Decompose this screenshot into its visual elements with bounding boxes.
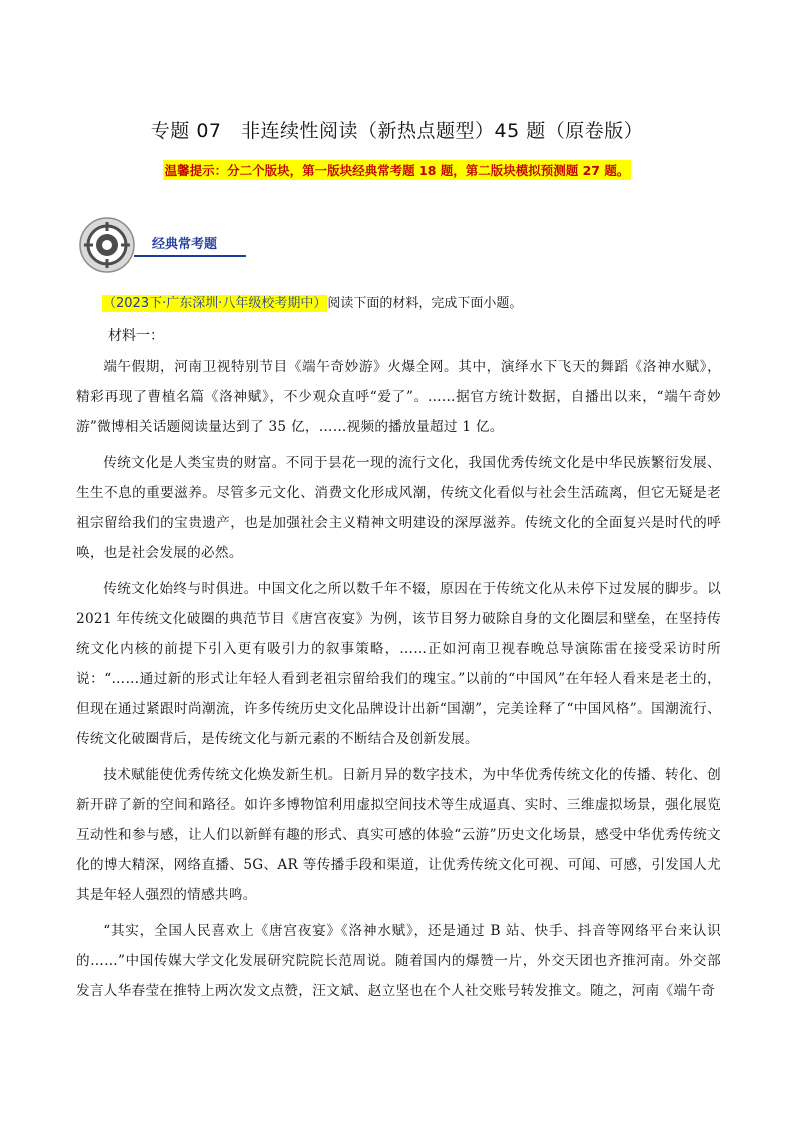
question-source-line <box>102 292 522 311</box>
paragraph: “其实，全国人民喜欢上《唐宫夜宴》《洛神水赋》，还是通过 B 站、快手、抖音等网络平台来认识的……”中国传媒大学文化发展研究院院长范周说。随着国内的爆赞一片，外交天团也齐推河南。外交部发言人华春莹在推特上两次发文点赞，汪文斌、赵立坚也在个人社交账号转发推文。随之，河南《端午奇 <box>76 923 721 999</box>
paragraph: 传统文化是人类宝贵的财富。不同于昙花一现的流行文化，我国优秀传统文化是中华民族繁衍发展、生生不息的重要滋养。尽管多元文化、消费文化形成风潮，传统文化看似与社会生活疏离，但它无疑是老祖宗留给我们的宝贵遗产，也是加强社会主义精神文明建设的深厚滋养。传统文化的全面复兴是时代的呼唤，也是社会发展的必然。 <box>76 455 721 561</box>
article-body <box>76 352 721 1012</box>
target-icon <box>78 216 136 274</box>
material-label: 材料一： <box>108 328 164 344</box>
section-underline <box>134 255 246 257</box>
tip-wrapper <box>0 160 794 180</box>
paragraph: 传统文化始终与时俱进。中国文化之所以数千年不辍，原因在于传统文化从未停下过发展的脚步。以 2021 年传统文化破圈的典范节目《唐宫夜宴》为例，该节目努力破除自身的文化圈层和壁垒，在坚持传统文化内核的前提下引入更有吸引力的叙事策略，……正如河南卫视春晚总导演陈雷在接受采访时所说：“……通过新的形式让年轻人看到老祖宗留给我们的瑰宝。”以前的“中国风”在年轻人看来是老土的，但现在通过紧跟时尚潮流，许多传统历史文化品牌设计出新“国潮”，完美诠释了“中国风格”。国潮流行、传统文化破圈背后，是传统文化与新元素的不断结合及创新发展。 <box>76 581 721 747</box>
paragraph: 技术赋能使优秀传统文化焕发新生机。日新月异的数字技术，为中华优秀传统文化的传播、转化、创新开辟了新的空间和路径。如许多博物馆利用虚拟空间技术等生成逼真、实时、三维虚拟场景，强化展览互动性和参与感，让人们以新鲜有趣的形式、真实可感的体验“云游”历史文化场景，感受中华优秀传统文化的博大精深，网络直播、5G、AR 等传播手段和渠道，让优秀传统文化可视、可闻、可感，引发国人尤其是年轻人强烈的情感共鸣。 <box>76 767 721 903</box>
question-instruction: 阅读下面的材料，完成下面小题。 <box>327 296 523 311</box>
page-title: 专题 07 非连续性阅读（新热点题型）45 题（原卷版） <box>150 120 644 142</box>
section-label: 经典常考题 <box>152 237 218 252</box>
question-source-tag: （2023下·广东深圳·八年级校考期中） <box>103 296 327 311</box>
paragraph: 端午假期，河南卫视特别节目《端午奇妙游》火爆全网。其中，演绎水下飞天的舞蹈《洛神水赋》，精彩再现了曹植名篇《洛神赋》，不少观众直呼“爱了”。……据官方统计数据，自播出以来，“端午奇妙游”微博相关话题阅读量达到了 35 亿，……视频的播放量超过 1 亿。 <box>76 359 721 435</box>
tip-banner: 温馨提示：分二个版块，第一版块经典常考题 18 题，第二版块模拟预测题 27 题。 <box>163 160 632 180</box>
section-header <box>78 216 248 274</box>
